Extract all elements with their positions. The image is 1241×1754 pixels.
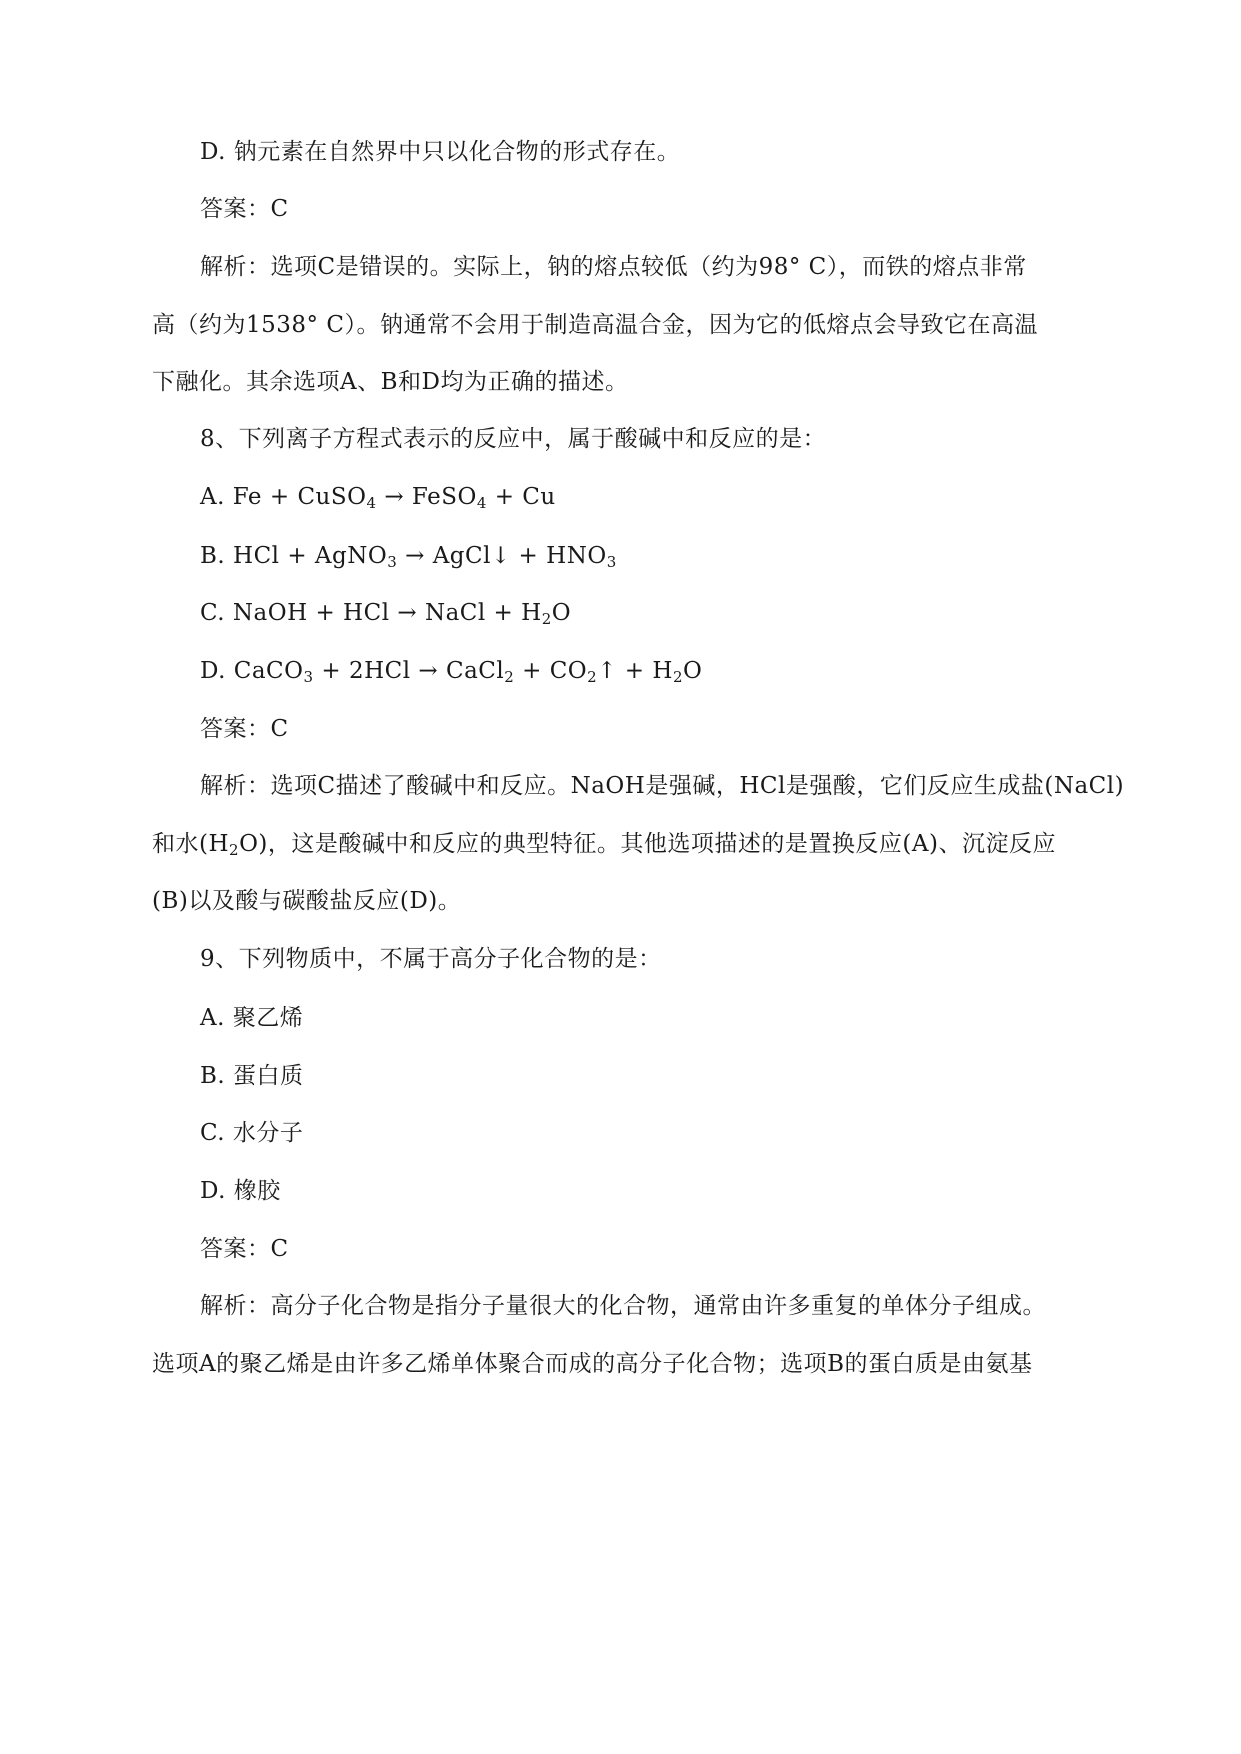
subscript: 3 (606, 553, 617, 571)
subscript: 2 (541, 610, 552, 628)
q8-option-b-text: B. HCl + AgNO (200, 543, 388, 569)
subscript: 2 (587, 668, 598, 686)
q7-option-d: D. 钠元素在自然界中只以化合物的形式存在。 (200, 139, 681, 165)
subscript: 2 (229, 841, 240, 859)
q7-analysis-line-1: 解析：选项C是错误的。实际上，钠的熔点较低（约为98° C），而铁的熔点非常 (200, 254, 1027, 280)
q8-option-a-text: A. Fe + CuSO (200, 484, 367, 510)
q8-option-c-text: O (551, 600, 572, 626)
q8-question: 8、下列离子方程式表示的反应中，属于酸碱中和反应的是： (200, 426, 827, 452)
q8-analysis-text: 和水(H (152, 831, 230, 857)
q8-answer: 答案：C (200, 716, 289, 742)
subscript: 3 (303, 668, 314, 686)
q9-analysis-line-1: 解析：高分子化合物是指分子量很大的化合物，通常由许多重复的单体分子组成。 (200, 1293, 1046, 1319)
subscript: 3 (387, 553, 398, 571)
q7-analysis-line-3: 下融化。其余选项A、B和D均为正确的描述。 (152, 369, 629, 395)
q8-option-a (200, 482, 556, 512)
subscript: 4 (476, 494, 487, 512)
q9-option-b: B. 蛋白质 (200, 1063, 304, 1089)
q9-option-c: C. 水分子 (200, 1120, 304, 1146)
subscript: 2 (504, 668, 515, 686)
q9-question: 9、下列物质中，不属于高分子化合物的是： (200, 946, 662, 972)
subscript: 4 (366, 494, 377, 512)
q8-option-b (200, 541, 617, 571)
q8-option-d (200, 656, 702, 686)
q9-answer: 答案：C (200, 1236, 289, 1262)
q8-analysis-line-3: (B)以及酸与碳酸盐反应(D)。 (152, 888, 462, 914)
q8-analysis-line-1: 解析：选项C描述了酸碱中和反应。NaOH是强碱，HCl是强酸，它们反应生成盐(NaCl) (200, 773, 1125, 799)
q8-analysis-line-2 (152, 829, 1056, 859)
q8-option-b-text: → AgCl↓ + HNO (397, 543, 607, 569)
q8-option-d-text: ↑ + H (597, 658, 673, 684)
q8-option-d-text: O (683, 658, 703, 684)
q8-analysis-text: O)，这是酸碱中和反应的典型特征。其他选项描述的是置换反应(A)、沉淀反应 (239, 831, 1056, 857)
q9-analysis-line-2: 选项A的聚乙烯是由许多乙烯单体聚合而成的高分子化合物；选项B的蛋白质是由氨基 (152, 1351, 1033, 1377)
q8-option-a-text: + Cu (486, 484, 556, 510)
subscript: 2 (672, 668, 683, 686)
q7-answer: 答案：C (200, 196, 289, 222)
q8-option-c-text: C. NaOH + HCl → NaCl + H (200, 600, 542, 626)
q8-option-d-text: + CO (514, 658, 588, 684)
q9-option-a: A. 聚乙烯 (200, 1005, 304, 1031)
q9-option-d: D. 橡胶 (200, 1178, 281, 1204)
q8-option-a-text: → FeSO (376, 484, 477, 510)
q8-option-d-text: + 2HCl → CaCl (313, 658, 505, 684)
q8-option-d-text: D. CaCO (200, 658, 304, 684)
q7-analysis-line-2: 高（约为1538° C）。钠通常不会用于制造高温合金，因为它的低熔点会导致它在高温 (152, 312, 1038, 338)
q8-option-c (200, 598, 571, 628)
